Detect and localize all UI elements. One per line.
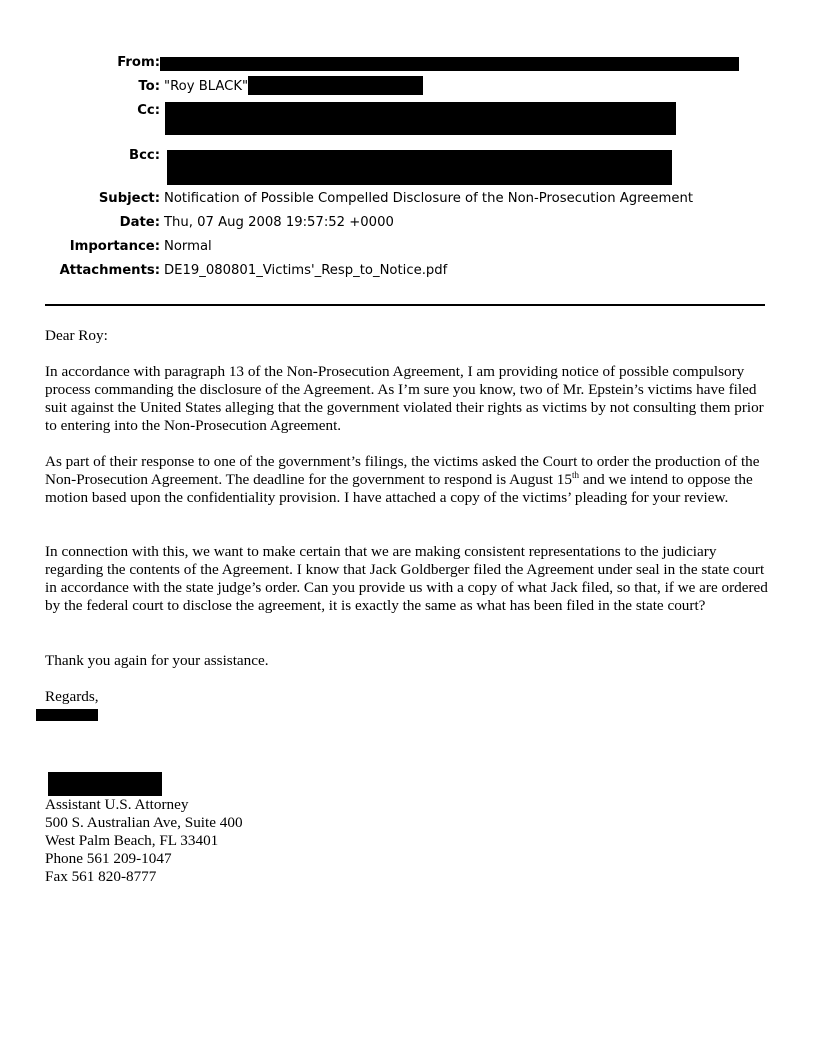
date-label: Date: — [119, 215, 160, 230]
attachments-value[interactable]: DE19_080801_Victims'_Resp_to_Notice.pdf — [164, 263, 448, 278]
signature-address-2: West Palm Beach, FL 33401 — [45, 832, 219, 849]
paragraph-3: In connection with this, we want to make certain that we are making consistent representations to the judiciary regarding the contents of the Agreement. I know that Jack Goldberger filed the Agreement under seal in the state court in accordance with the state judge’s order. Can you provide us with a copy of what Jack filed, so that, if we are ordered by the federal court to disclose the agreement, it is exactly the same as what has been filed in the state court? — [45, 543, 768, 614]
thanks-line: Thank you again for your assistance. — [45, 652, 269, 669]
closing-line: Regards, — [45, 688, 99, 705]
sender-name-redaction — [36, 709, 98, 721]
from-label: From: — [117, 55, 160, 70]
importance-value: Normal — [164, 239, 212, 254]
bcc-label: Bcc: — [129, 148, 160, 163]
subject-value: Notification of Possible Compelled Disclosure of the Non-Prosecution Agreement — [164, 191, 693, 206]
subject-label: Subject: — [98, 191, 160, 206]
signature-address-1: 500 S. Australian Ave, Suite 400 — [45, 814, 243, 831]
paragraph-2 — [45, 453, 771, 507]
importance-label: Importance: — [69, 239, 160, 254]
to-value: "Roy BLACK" — [164, 79, 249, 94]
signature-phone: Phone 561 209-1047 — [45, 850, 172, 867]
cc-label: Cc: — [137, 103, 160, 118]
salutation: Dear Roy: — [45, 327, 108, 344]
attachments-label: Attachments: — [59, 263, 160, 278]
ordinal-suffix: th — [571, 469, 579, 480]
signature-fax: Fax 561 820-8777 — [45, 868, 157, 885]
date-value: Thu, 07 Aug 2008 19:57:52 +0000 — [164, 215, 394, 230]
message-body — [45, 0, 771, 1056]
to-label: To: — [138, 79, 160, 94]
paragraph-1: In accordance with paragraph 13 of the Non-Prosecution Agreement, I am providing notice of possible compulsory process commanding the disclosure of the Agreement. As I’m sure you know, two of Mr. Epstein’s victims have filed suit against the United States alleging that the government violated their rights as victims by not consulting them prior to entering into the Non-Prosecution Agreement. — [45, 363, 764, 434]
signature-title: Assistant U.S. Attorney — [45, 796, 189, 813]
paragraph-2-text-end: and we intend to oppose the motion based upon the confidentiality provision. I have attached a copy of the victims’ pleading for your review. — [45, 471, 753, 506]
signature-name-redaction — [48, 772, 162, 796]
paragraph-2-text: As part of their response to one of the government’s filings, the victims asked the Court to order the production of the Non-Prosecution Agreement. The deadline for the government to respond is August 15 — [45, 453, 760, 488]
